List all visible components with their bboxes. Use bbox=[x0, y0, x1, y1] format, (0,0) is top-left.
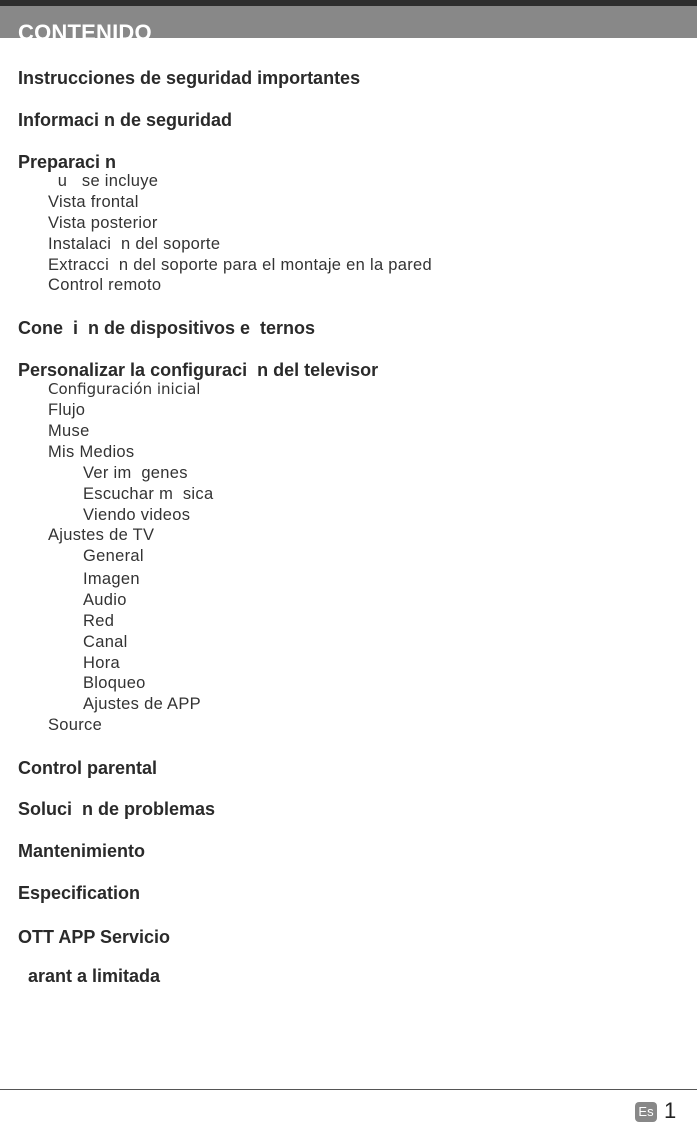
toc-item-flow[interactable]: Flujo bbox=[48, 401, 86, 419]
toc-item-remote[interactable]: Control remoto bbox=[48, 276, 162, 294]
toc-item-watch-videos[interactable]: Viendo videos bbox=[83, 506, 191, 524]
toc-item-time[interactable]: Hora bbox=[83, 654, 120, 672]
toc-item-initial-setup[interactable]: Configuración inicial bbox=[48, 380, 201, 398]
page-title: CONTENIDO bbox=[18, 20, 152, 45]
toc-item-picture[interactable]: Imagen bbox=[83, 570, 140, 588]
page-number: 1 bbox=[664, 1098, 677, 1123]
toc-section-specification[interactable]: Especification bbox=[18, 883, 141, 903]
toc-item-included[interactable]: u se incluye bbox=[48, 172, 159, 190]
toc-item-app-settings[interactable]: Ajustes de APP bbox=[83, 695, 201, 713]
toc-section-troubleshooting[interactable]: Soluci n de problemas bbox=[18, 799, 216, 819]
footer-divider bbox=[0, 1089, 697, 1090]
toc-item-stand-removal[interactable]: Extracci n del soporte para el montaje en la pared bbox=[48, 256, 433, 274]
toc-item-muse[interactable]: Muse bbox=[48, 422, 90, 440]
toc-section-safety-info[interactable]: Informaci n de seguridad bbox=[18, 110, 233, 130]
language-badge: Es bbox=[635, 1102, 657, 1122]
toc-item-my-media[interactable]: Mis Medios bbox=[48, 443, 135, 461]
toc-section-ott-app[interactable]: OTT APP Servicio bbox=[18, 927, 171, 947]
toc-section-maintenance[interactable]: Mantenimiento bbox=[18, 841, 146, 861]
toc-section-safety-instructions[interactable]: Instrucciones de seguridad importantes bbox=[18, 68, 361, 88]
toc-section-warranty[interactable]: arant a limitada bbox=[18, 966, 161, 986]
toc-item-tv-settings[interactable]: Ajustes de TV bbox=[48, 526, 155, 544]
toc-item-channel[interactable]: Canal bbox=[83, 633, 128, 651]
toc-item-view-images[interactable]: Ver im genes bbox=[83, 464, 188, 482]
toc-item-stand-install[interactable]: Instalaci n del soporte bbox=[48, 235, 221, 253]
toc-item-source[interactable]: Source bbox=[48, 716, 103, 734]
toc-section-customize-tv[interactable]: Personalizar la configuraci n del televisor bbox=[18, 360, 379, 380]
toc-section-parental-control[interactable]: Control parental bbox=[18, 758, 158, 778]
toc-item-audio[interactable]: Audio bbox=[83, 591, 127, 609]
toc-item-network[interactable]: Red bbox=[83, 612, 115, 630]
toc-item-front-view[interactable]: Vista frontal bbox=[48, 193, 139, 211]
toc-item-general[interactable]: General bbox=[83, 547, 144, 565]
toc-section-preparation[interactable]: Preparaci n bbox=[18, 152, 117, 172]
toc-item-lock[interactable]: Bloqueo bbox=[83, 674, 146, 692]
toc-item-listen-music[interactable]: Escuchar m sica bbox=[83, 485, 214, 503]
toc-item-rear-view[interactable]: Vista posterior bbox=[48, 214, 158, 232]
toc-section-connect-devices[interactable]: Cone i n de dispositivos e ternos bbox=[18, 318, 316, 338]
